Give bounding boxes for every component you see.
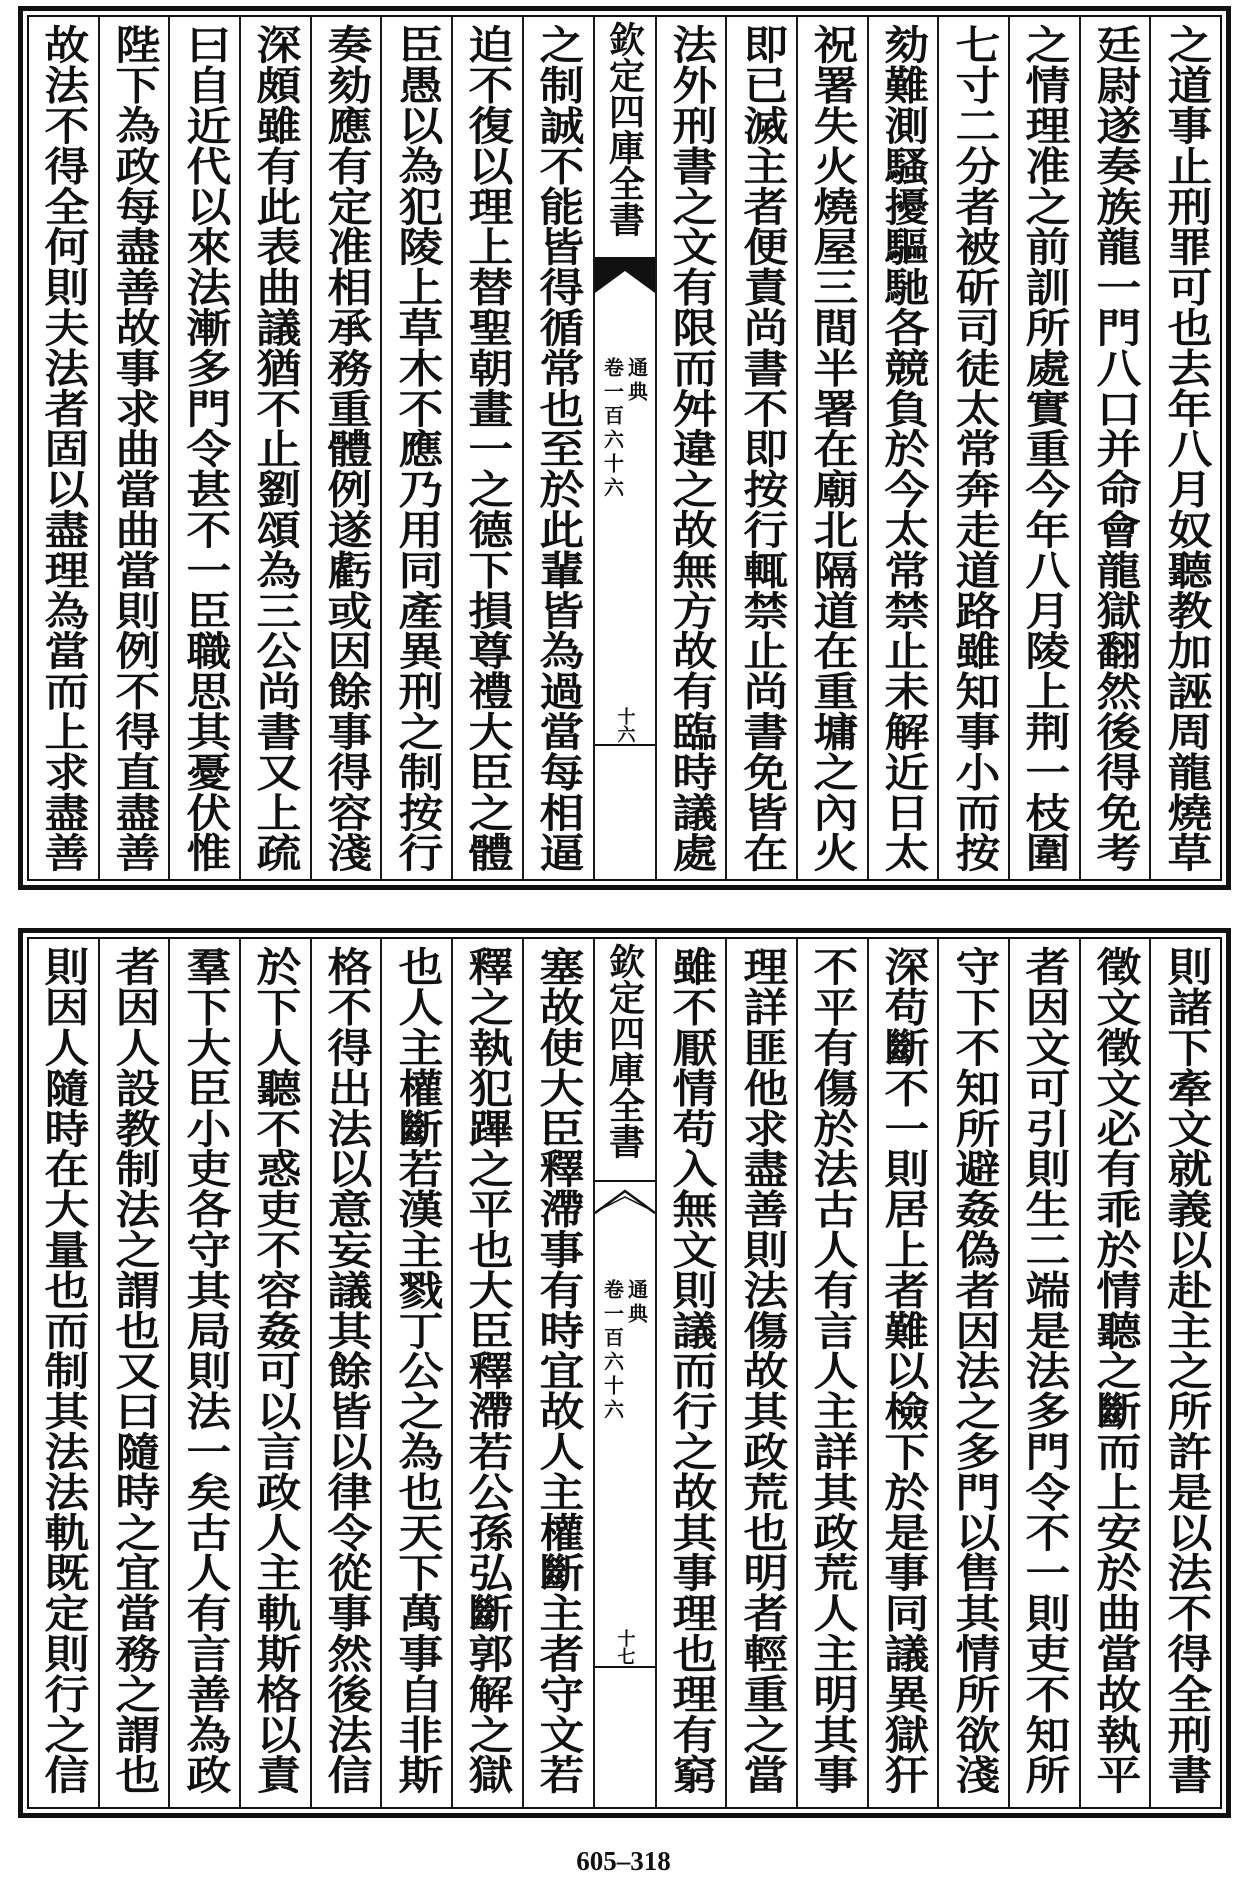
column-text: 之制誠不能皆得循常也至於此輩皆為過當每相逼 [532,24,586,873]
column-text: 則諸下牽文就義以赴主之所許是以法不得全刑書 [1159,946,1213,1795]
column-text: 者因人設教制法之謂也又曰隨時之宜當務之謂也 [108,946,161,1795]
center-fold-column [593,939,655,1807]
right-half-column [796,17,867,879]
text-frame [27,15,1222,881]
column-text: 臣愚以為犯陵上草木不應乃用同產異刑之制按行 [391,24,444,873]
collection-title-text: 欽定四庫全書 [603,21,646,237]
folio-number [595,1629,655,1665]
left-half-column [168,939,239,1807]
left-half-column [98,939,169,1807]
left-half-column [239,939,310,1807]
right-half-column [937,17,1008,879]
column-text: 深頗雖有此表曲議猶不止劉頌為三公尚書又上疏 [249,24,303,873]
column-text: 陛下為政每盡善故事求曲當曲當則例不得直盡善 [108,24,161,873]
folio-number-text: 十六 [614,707,636,743]
left-half-column [451,17,522,879]
column-text: 塞故使大臣釋滯事有時宜故人主權斷主者守文若 [532,946,586,1795]
right-half-column [655,939,726,1807]
left-half-column [522,939,593,1807]
right-half-column [937,939,1008,1807]
column-text: 雖不厭情苟入無文則議而行之故其事理也理有窮 [665,946,718,1795]
column-text: 不平有傷於法古人有言人主詳其政荒人主明其事 [806,946,860,1795]
fish-tail-mark [595,1179,655,1219]
right-half-column [1079,17,1150,879]
left-half-column [29,17,98,879]
folio-number [595,707,655,743]
right-half-column [867,17,938,879]
column-text: 徵文徵文必有乖於情聽之斷而上安於曲當故執平 [1089,946,1142,1795]
column-text: 者因文可引則生二端是法多門令不一則吏不知所 [1018,946,1072,1795]
column-text: 迫不復以理上替聖朝畫一之德下損尊禮大臣之體 [461,24,515,873]
column-text: 格不得出法以意妄議其餘皆以律令從事然後法信 [320,946,373,1795]
right-half-column [867,939,938,1807]
book-title: 通典 [624,357,649,405]
center-rule [595,744,655,746]
right-half-column [1149,939,1220,1807]
book-volume-label [595,1279,655,1423]
center-rule [595,1666,655,1668]
column-text: 七寸二分者被斫司徒太常奔走道路雖知事小而按 [947,24,1001,873]
column-text: 即已滅主者便責尚書不即按行輒禁止尚書免皆在 [735,24,789,873]
right-half-column [796,939,867,1807]
text-frame [27,937,1222,1809]
column-text: 故法不得全何則夫法者固以盡理為當而上求盡善 [37,24,91,873]
volume-number: 卷一百六十六 [600,357,625,501]
column-text: 之情理准之前訓所處實重今年八月陵上荆一枝圍 [1018,24,1072,873]
column-text: 則因人隨時在大量也而制其法法軌既定則行之信 [37,946,91,1795]
left-half-column [310,939,381,1807]
book-volume-label [595,357,655,501]
column-text: 廷尉遂奏族龍一門八口并命會龍獄翻然後得免考 [1089,24,1142,873]
left-half-column [98,17,169,879]
left-half-column [380,17,451,879]
column-text: 羣下大臣小吏各守其局則法一矣古人有言善為政 [178,946,232,1795]
page-block-lower [18,928,1231,1818]
book-title: 通典 [624,1279,649,1327]
column-text: 劾難測騷擾驅馳各競負於今太常禁止未解近日太 [877,24,930,873]
fish-tail-mark [595,257,655,297]
right-half-column [1149,17,1220,879]
left-half-column [168,17,239,879]
collection-title-text: 欽定四庫全書 [603,943,646,1159]
column-text: 於下人聽不惑吏不容姦可以言政人主軌斯格以責 [249,946,303,1795]
column-text: 奏劾應有定准相承務重體例遂虧或因餘事得容淺 [320,24,373,873]
column-text: 釋之執犯蹕之平也大臣釋滯若公孫弘斷郭解之獄 [461,946,515,1795]
column-text: 曰自近代以來法漸多門令甚不一臣職思其憂伏惟 [178,24,232,873]
volume-number: 卷一百六十六 [600,1279,625,1423]
page-block-upper [18,6,1231,890]
column-text: 之道事止刑罪可也去年八月奴聽教加誣周龍燒草 [1159,24,1213,873]
left-half-column [522,17,593,879]
collection-title [595,21,655,237]
right-half-column [725,939,796,1807]
left-half-column [380,939,451,1807]
left-half-column [451,939,522,1807]
column-text: 法外刑書之文有限而舛違之故無方故有臨時議處 [665,24,718,873]
column-text: 理詳匪他求盡善則法傷故其政荒也明者輕重之當 [735,946,789,1795]
left-half-column [29,939,98,1807]
column-text: 祝署失火燒屋三間半署在廟北隔道在重墉之內火 [806,24,860,873]
right-half-column [725,17,796,879]
right-half-column [1008,939,1079,1807]
column-text: 也人主權斷若漢主戮丁公之為也天下萬事自非斯 [391,946,444,1795]
left-half-column [310,17,381,879]
column-text: 守下不知所避姦偽者因法之多門以售其情所欲淺 [947,946,1001,1795]
right-half-column [1008,17,1079,879]
column-text: 深苟斷不一則居上者難以檢下於是事同議異獄犴 [877,946,930,1795]
right-half-column [1079,939,1150,1807]
left-half-column [239,17,310,879]
right-half-column [655,17,726,879]
center-fold-column [593,17,655,879]
page-number-footer: 605–318 [576,1846,671,1876]
collection-title [595,943,655,1159]
folio-number-text: 十七 [614,1629,636,1665]
